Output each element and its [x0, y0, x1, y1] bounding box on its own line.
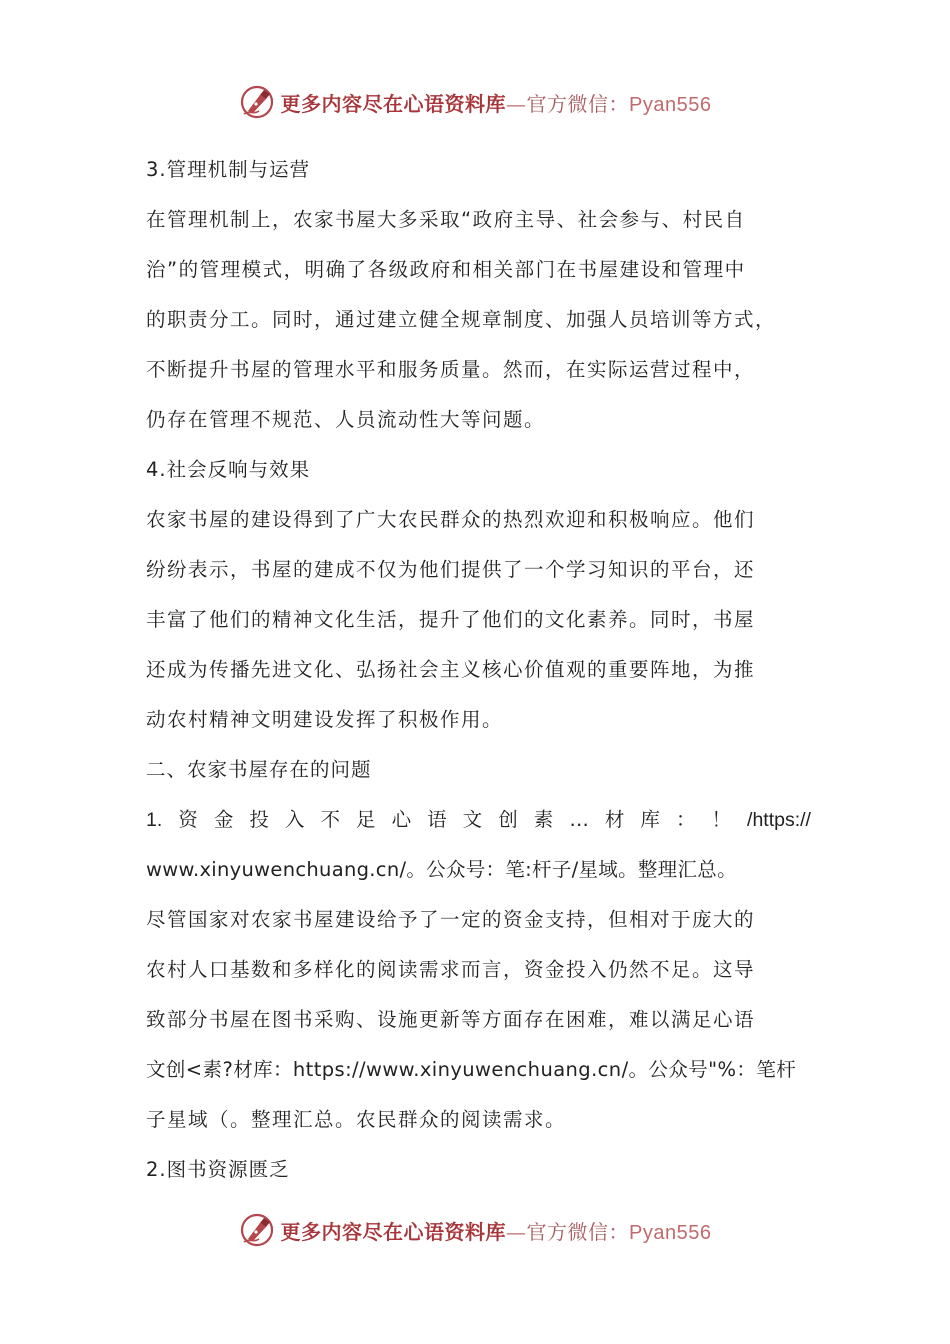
pen-nib-logo-icon [239, 84, 275, 120]
document-body [146, 145, 811, 1195]
heading-token: 材 [604, 808, 625, 831]
paragraph-line: 农村人口基数和多样化的阅读需求而言，资金投入仍然不足。这导 [146, 958, 756, 981]
paragraph-line: 还成为传播先进文化、弘扬社会主义核心价值观的重要阵地，为推 [146, 658, 756, 681]
item1-heading-continuation: www.xinyuwenchuang.cn/。公众号：笔:杆子/星域。整理汇总。 [146, 858, 737, 881]
paragraph-line: 农家书屋的建设得到了广大农民群众的热烈欢迎和积极响应。他们 [146, 508, 756, 531]
section4-paragraph [146, 495, 811, 745]
heading-token: ： [675, 808, 696, 831]
banner-text [281, 88, 712, 117]
banner-separator: — [506, 1219, 527, 1244]
banner-wechat-id: Pyan556 [629, 93, 712, 116]
paragraph-line: 动农村精神文明建设发挥了积极作用。 [146, 708, 504, 731]
heading-token: 语 [427, 808, 447, 831]
banner-wechat-label: 官方微信： [526, 91, 630, 116]
heading-token: 金 [213, 808, 234, 831]
heading-token: 库 [640, 808, 660, 831]
item1-heading [146, 795, 811, 845]
heading-token: 足 [356, 808, 376, 831]
pen-nib-logo-icon [239, 1212, 275, 1248]
footer-banner [0, 1210, 950, 1250]
paragraph-line: 丰富了他们的精神文化生活，提升了他们的文化素养。同时，书屋 [146, 608, 756, 631]
section3-paragraph [146, 195, 811, 445]
section4-heading: 4.社会反响与效果 [146, 458, 311, 481]
item1-paragraph [146, 895, 811, 1145]
paragraph-line: 不断提升书屋的管理水平和服务质量。然而，在实际运营过程中， [146, 358, 756, 381]
item2-heading: 2.图书资源匮乏 [146, 1158, 290, 1181]
heading-token: 资 [178, 808, 198, 831]
banner-wechat-id: Pyan556 [629, 1221, 712, 1244]
banner-wechat-label: 官方微信： [526, 1219, 630, 1244]
heading-token: 素 [533, 808, 554, 831]
heading-token: 入 [284, 808, 305, 831]
paragraph-line: 子星域（。整理汇总。农民群众的阅读需求。 [146, 1108, 567, 1131]
paragraph-line: 文创<素?材库：https://www.xinyuwenchuang.cn/。公众号"%：笔杆 [146, 1058, 797, 1081]
banner-separator: — [506, 91, 527, 116]
section3-heading: 3.管理机制与运营 [146, 158, 311, 181]
paragraph-line: 的职责分工。同时，通过建立健全规章制度、加强人员培训等方式， [146, 308, 777, 331]
paragraph-line: 纷纷表示，书屋的建成不仅为他们提供了一个学习知识的平台，还 [146, 558, 756, 581]
heading-token: 文 [462, 808, 483, 831]
heading-token: ！ [711, 808, 731, 831]
heading-token: 心 [391, 808, 412, 831]
heading-token: /https:// [747, 809, 811, 831]
paragraph-line: 致部分书屋在图书采购、设施更新等方面存在困难，难以满足心语 [146, 1008, 756, 1031]
heading-token: 1. [146, 809, 163, 831]
banner-text [281, 1216, 712, 1245]
banner-brand: 更多内容尽在心语资料库 [280, 1219, 507, 1244]
banner-brand: 更多内容尽在心语资料库 [280, 91, 507, 116]
header-banner [0, 82, 950, 122]
heading-token: 不 [320, 808, 340, 831]
part2-heading: 二、农家书屋存在的问题 [146, 758, 372, 781]
heading-token: 投 [249, 808, 269, 831]
heading-token: … [569, 808, 589, 831]
paragraph-line: 尽管国家对农家书屋建设给予了一定的资金支持，但相对于庞大的 [146, 908, 756, 931]
heading-token: 创 [498, 808, 518, 831]
paragraph-line: 治”的管理模式，明确了各级政府和相关部门在书屋建设和管理中 [146, 258, 746, 281]
paragraph-line: 仍存在管理不规范、人员流动性大等问题。 [146, 408, 546, 431]
paragraph-line: 在管理机制上，农家书屋大多采取“政府主导、社会参与、村民自 [146, 208, 746, 231]
